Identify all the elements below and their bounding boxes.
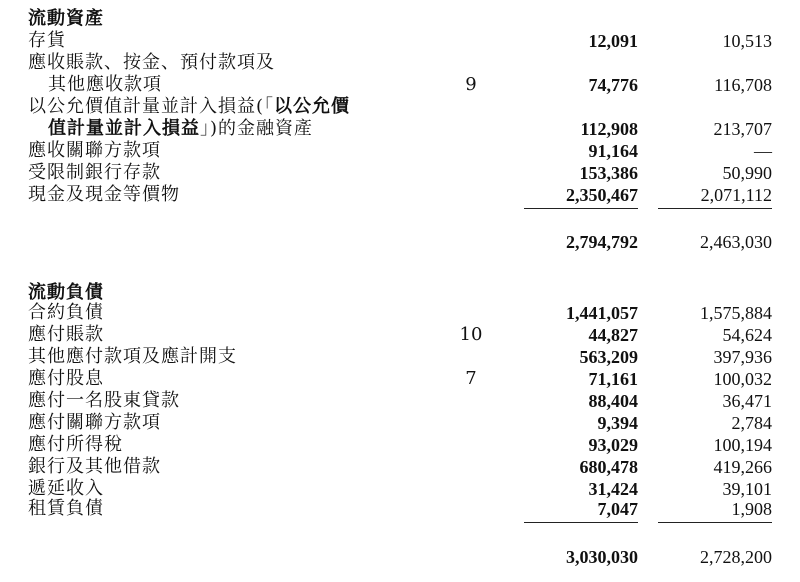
current-value: 12,091 xyxy=(588,31,638,51)
current-value: 91,164 xyxy=(588,141,638,161)
row-label: 現金及現金等價物 xyxy=(28,184,180,205)
note-ref: 7 xyxy=(465,368,477,389)
table-row xyxy=(0,74,800,96)
row-label: 應付一名股東貸款 xyxy=(28,390,180,411)
row-label: 遞延收入 xyxy=(28,478,104,499)
prior-value: 54,624 xyxy=(722,325,772,345)
row-label: 其他應付款項及應計開支 xyxy=(28,346,237,367)
total-row-current-assets xyxy=(0,231,800,253)
subtotal-rule xyxy=(524,522,638,523)
section-heading-current-assets xyxy=(0,8,800,30)
current-value: 7,047 xyxy=(597,499,638,519)
table-row xyxy=(0,30,800,52)
row-label: 合約負債 xyxy=(28,302,104,323)
table-row xyxy=(0,498,800,520)
table-row xyxy=(0,434,800,456)
row-label: 銀行及其他借款 xyxy=(28,456,161,477)
table-row xyxy=(0,140,800,162)
table-row xyxy=(0,412,800,434)
prior-value: 419,266 xyxy=(713,457,772,477)
prior-value: 100,194 xyxy=(713,435,772,455)
table-row xyxy=(0,184,800,206)
current-value: 93,029 xyxy=(588,435,638,455)
prior-value: 100,032 xyxy=(713,369,772,389)
prior-value: 1,908 xyxy=(731,499,772,519)
row-label: 應付賬款 xyxy=(28,324,104,345)
current-value: 9,394 xyxy=(597,413,638,433)
row-label: 應收賬款、按金、預付款項及 xyxy=(28,52,275,73)
table-row xyxy=(0,456,800,478)
current-value: 153,386 xyxy=(579,163,638,183)
table-row xyxy=(0,162,800,184)
table-row xyxy=(0,118,800,140)
section-heading-current-liabilities xyxy=(0,282,800,304)
table-row xyxy=(0,390,800,412)
heading-current-liabilities: 流動負債 xyxy=(28,282,104,303)
note-ref: 9 xyxy=(465,74,477,95)
total-current-value: 3,030,030 xyxy=(566,547,638,567)
current-value: 44,827 xyxy=(588,325,638,345)
prior-value: 50,990 xyxy=(722,163,772,183)
table-row xyxy=(0,346,800,368)
current-value: 563,209 xyxy=(579,347,638,367)
prior-value: 397,936 xyxy=(713,347,772,367)
prior-value: 213,707 xyxy=(713,119,772,139)
row-label-bold: 以公允價 xyxy=(274,96,351,117)
prior-value: 116,708 xyxy=(714,75,772,95)
table-row xyxy=(0,368,800,390)
subtotal-rule xyxy=(658,522,772,523)
prior-value: 10,513 xyxy=(722,31,772,51)
table-row xyxy=(0,478,800,500)
row-label: 其他應收款項 xyxy=(48,74,162,95)
current-value: 112,908 xyxy=(580,119,638,139)
prior-value: 1,575,884 xyxy=(700,303,772,323)
row-label: 應付股息 xyxy=(28,368,104,389)
current-value: 31,424 xyxy=(588,479,638,499)
prior-value: 36,471 xyxy=(722,391,772,411)
table-row xyxy=(0,52,800,74)
table-row xyxy=(0,96,800,118)
total-prior-value: 2,463,030 xyxy=(700,232,772,252)
total-prior-value: 2,728,200 xyxy=(700,547,772,567)
total-row-current-liabilities xyxy=(0,546,800,568)
subtotal-rule xyxy=(658,208,772,209)
subtotal-rule xyxy=(524,208,638,209)
prior-value: 2,784 xyxy=(731,413,772,433)
current-value: 2,350,467 xyxy=(566,185,638,205)
heading-current-assets: 流動資產 xyxy=(28,8,104,29)
row-label xyxy=(28,96,350,118)
row-label: 受限制銀行存款 xyxy=(28,162,161,183)
row-label: 應付關聯方款項 xyxy=(28,412,161,433)
row-label-bold: 值計量並計入損益 xyxy=(48,118,200,139)
prior-value: — xyxy=(754,141,772,161)
prior-value: 39,101 xyxy=(722,479,772,499)
current-value: 88,404 xyxy=(588,391,638,411)
row-label: 存貨 xyxy=(28,30,66,51)
current-value: 74,776 xyxy=(588,75,638,95)
prior-value: 2,071,112 xyxy=(700,185,772,205)
row-label-plain: 以公允價值計量並計入損益(「 xyxy=(28,96,275,117)
current-value: 680,478 xyxy=(579,457,638,477)
row-label: 應收關聯方款項 xyxy=(28,140,161,161)
current-value: 71,161 xyxy=(588,369,638,389)
row-label xyxy=(48,118,313,140)
table-row xyxy=(0,302,800,324)
note-ref: 10 xyxy=(459,324,483,345)
row-label: 應付所得稅 xyxy=(28,434,123,455)
row-label: 租賃負債 xyxy=(28,498,104,519)
current-value: 1,441,057 xyxy=(566,303,638,323)
total-current-value: 2,794,792 xyxy=(566,232,638,252)
row-label-plain: 」)的金融資產 xyxy=(200,118,314,139)
table-row xyxy=(0,324,800,346)
